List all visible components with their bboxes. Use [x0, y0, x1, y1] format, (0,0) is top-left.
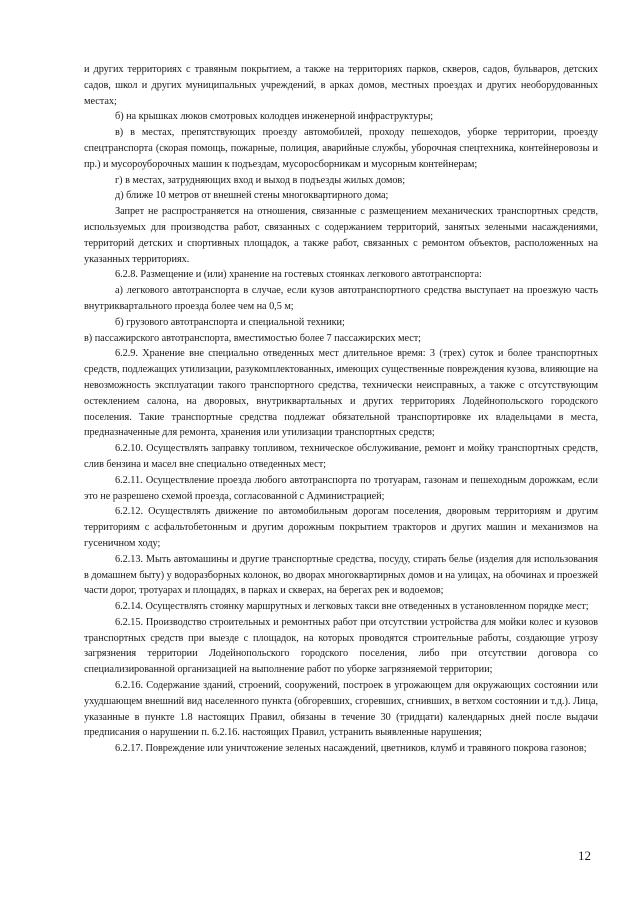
- page-number: 12: [578, 848, 591, 863]
- paragraph-16: 6.2.14. Осуществлять стоянку маршрутных и легковых такси вне отведенных в установленном порядке мест;: [115, 601, 589, 613]
- paragraph-17: 6.2.15. Производство строительных и ремонтных работ при отсутствии устройства для мойки колес и кузовов транспортных средств при выезде с площадок, на которых проводятся строительные работы, создающие угрозу загрязнения территории Лодейнопольского городского поселения, либо при отсутствии договора со специализированной организацией на выполнение работ по уборке загрязняемой территории;: [84, 616, 598, 676]
- paragraph-10: в) пассажирского автотранспорта, вместимостью более 7 пассажирских мест;: [84, 332, 421, 344]
- paragraph-13: 6.2.11. Осуществление проезда любого автотранспорта по тротуарам, газонам и пешеходным дорожкам, если это не разрешено схемой проезда, согласованной с Администрацией;: [84, 474, 598, 502]
- paragraph-11: 6.2.9. Хранение вне специально отведенных мест длительное время: 3 (трех) суток и более транспортных средств, подлежащих утилизации, разукомплектованных, имеющих существенные повреждения кузова, влияющие на невозможность эксплуатации такого транспортного средства, технически неисправных, а также с отсутствующим остеклением салона, на дворовых, внутриквартальных и других территориях Лодейнопольского городского поселения. Такие транспортные средства подлежат обязательной транспортировке их владельцами в места, предназначенные для ремонта, хранения или утилизации транспортных средств;: [84, 348, 598, 439]
- paragraph-3: в) в местах, препятствующих проезду автомобилей, проходу пешеходов, уборке территории, проезду спецтранспорта (скорая помощь, пожарные, полиция, аварийные службы, уборочная спецтехника, контейнеровозы и пр.) и мусороуборочных машин к подъездам, мусоросборникам и мусорным контейнерам;: [84, 127, 598, 170]
- paragraph-7: 6.2.8. Размещение и (или) хранение на гостевых стоянках легкового автотранспорта:: [115, 269, 482, 281]
- paragraph-12: 6.2.10. Осуществлять заправку топливом, техническое обслуживание, ремонт и мойку транспортных средств, слив бензина и масел вне специально отведенных мест;: [84, 443, 598, 470]
- paragraph-4: г) в местах, затрудняющих вход и выход в подъезды жилых домов;: [115, 174, 406, 186]
- paragraph-2: б) на крышках люков смотровых колодцев инженерной инфраструктуры;: [115, 111, 434, 123]
- paragraph-1: и других территориях с травяным покрытием, а также на территориях парков, скверов, садов, бульваров, детских садов, школ и других муниципальных учреждений, в арках домов, местных проездах и других необорудованных местах;: [84, 64, 598, 107]
- paragraph-18: 6.2.16. Содержание зданий, строений, сооружений, построек в угрожающем для окружающих состоянии или ухудшающем внешний вид населенного пункта (обгоревших, сгоревших, сгнивших, в ветхом состоянии и т.д.). Лица, указанные в пункте 1.8 настоящих Правил, обязаны в течение 30 (тридцати) календарных дней после выдачи предписания о нарушении п. 6.2.16. настоящих Правил, устранить выявленные нарушения;: [84, 680, 598, 739]
- paragraph-14: 6.2.12. Осуществлять движение по автомобильным дорогам поселения, дворовым территориям и другим территориям с асфальтобетонным и другим дорожным покрытием тракторов и других машин и механизмов на гусеничном ходу;: [84, 506, 598, 549]
- paragraph-19: 6.2.17. Повреждение или уничтожение зеленых насаждений, цветников, клумб и травяного покрова газонов;: [115, 743, 587, 755]
- paragraph-15: 6.2.13. Мыть автомашины и другие транспортные средства, посуду, стирать белье (изделия для использования в домашнем быту) у водоразборных колонок, во дворах многоквартирных домов и на улицах, на обочинах и проезжей части дорог, тротуарах и площадях, в парках и скверах, на берегах рек и водоемов;: [84, 553, 598, 597]
- document-body: [84, 62, 598, 757]
- paragraph-8: а) легкового автотранспорта в случае, если кузов автотранспортного средства выступает на проезжую часть внутриквартального проезда более чем на 0,5 м;: [84, 285, 598, 312]
- paragraph-9: б) грузового автотранспорта и специальной техники;: [115, 316, 345, 328]
- paragraph-6: Запрет не распространяется на отношения, связанные с размещением механических транспортных средств, используемых для производства работ, связанных с содержанием территорий, занятых зелеными насаждениями, территорий детских и спортивных площадок, а также работ, связанных с ремонтом объектов, расположенных на указанных территориях.: [84, 206, 598, 265]
- paragraph-5: д) ближе 10 метров от внешней стены многоквартирного дома;: [115, 190, 389, 202]
